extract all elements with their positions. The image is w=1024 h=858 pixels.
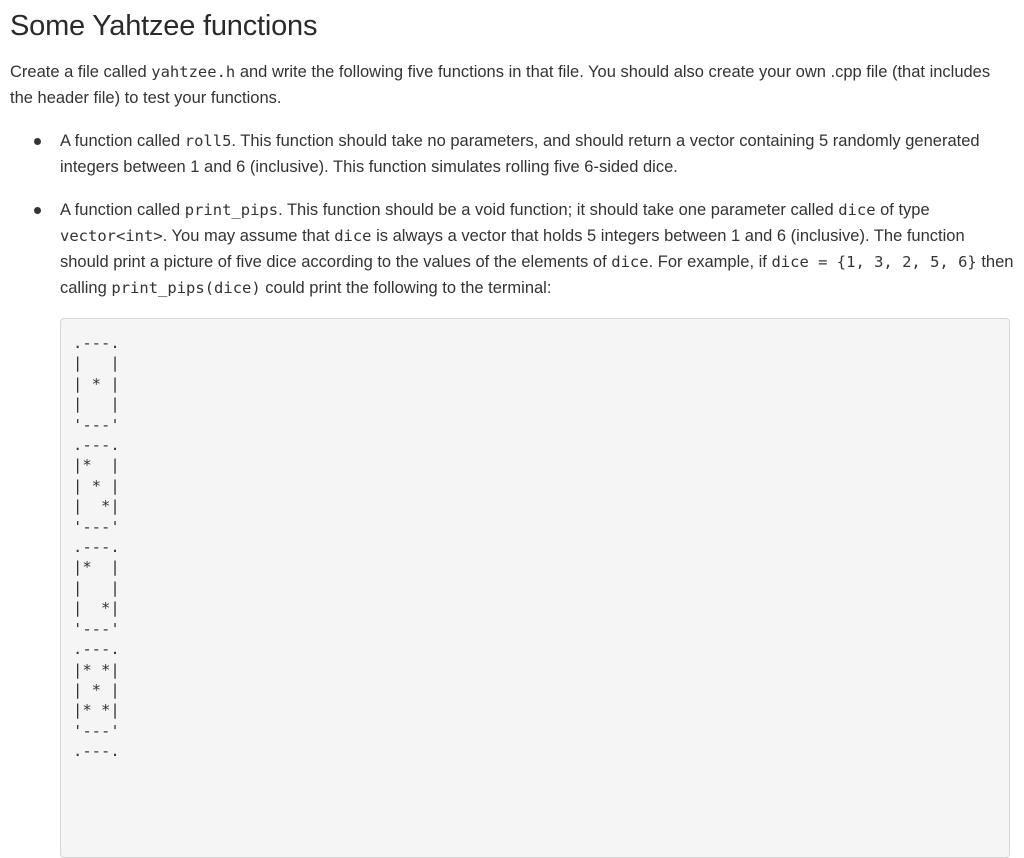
filename-code: yahtzee.h (151, 63, 236, 81)
dice-example-code: dice = {1, 3, 2, 5, 6} (771, 253, 977, 271)
list-item-roll5 (60, 128, 1015, 180)
print-pips-code: print_pips (184, 201, 279, 219)
bullet2-text-4: . You may assume that (162, 227, 335, 245)
terminal-output-block (60, 318, 1010, 858)
bullet2-text-3: of type (875, 201, 930, 219)
intro-paragraph (10, 59, 1010, 111)
bullet-dot-icon (34, 138, 41, 145)
bullet2-text-8: could print the following to the terminal: (260, 279, 552, 297)
print-pips-call-code: print_pips(dice) (111, 279, 261, 297)
list-item-print-pips (60, 197, 1015, 301)
dice-param-code: dice (838, 201, 876, 219)
bullet2-text-5: is always a vector that holds 5 integers between 1 and 6 (inclusive). The function should print a picture of five dice according to the values of the elements of (60, 227, 965, 271)
bullet2-text-7: then calling (60, 253, 1014, 297)
bullet1-text-2: . This function should take no parameters, and should return a vector containing 5 randomly generated integers between 1 and 6 (inclusive). This function simulates rolling five 6-sided dice. (60, 132, 980, 176)
page-title: Some Yahtzee functions (10, 10, 318, 42)
bullet2-text-6: . For example, if (648, 253, 772, 271)
bullet-dot-icon (34, 207, 41, 214)
terminal-output-text: .---. | | | * | | | '---' .---. |* | | * | | *| '---' .---. |* | | | | *| '---' .---. |* *| | * | |* *| '---' .---. (73, 334, 120, 761)
dice-param-code-2: dice (334, 227, 372, 245)
bullet2-text-1: A function called (60, 201, 185, 219)
intro-text-1: Create a file called (10, 63, 152, 81)
intro-text-2: and write the following five functions in that file. You should also create your own .cpp file (that includes the header file) to test your functions. (10, 63, 991, 107)
roll5-code: roll5 (184, 132, 232, 150)
bullet1-text-1: A function called (60, 132, 185, 150)
vector-type-code: vector<int> (60, 227, 163, 245)
bullet2-text-2: . This function should be a void function; it should take one parameter called (278, 201, 839, 219)
dice-param-code-3: dice (611, 253, 649, 271)
